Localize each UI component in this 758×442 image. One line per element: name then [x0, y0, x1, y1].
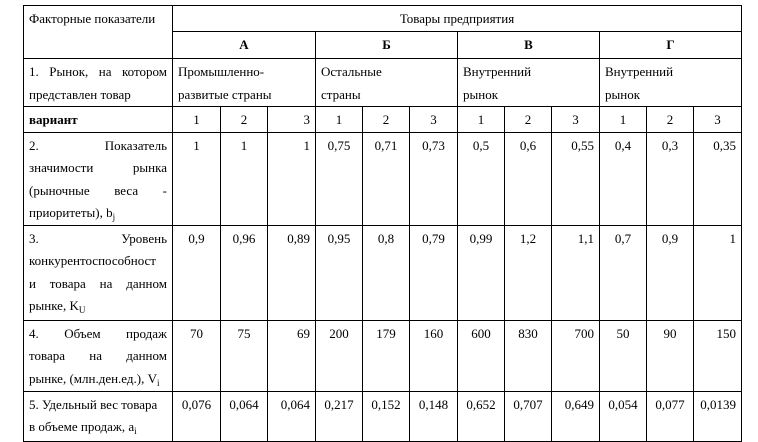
market-v: Внутренний рынок	[458, 59, 600, 107]
variant-number: 2	[221, 107, 268, 133]
variant-number: 1	[458, 107, 505, 133]
value-cell: 200	[316, 320, 363, 391]
market-b: Остальные страны	[316, 59, 458, 107]
variant-number: 2	[647, 107, 694, 133]
value-cell: 0,89	[268, 225, 316, 320]
value-cell: 0,064	[221, 391, 268, 441]
variant-number: 3	[268, 107, 316, 133]
competitiveness-row	[24, 225, 742, 320]
value-cell: 0,707	[505, 391, 552, 441]
value-cell: 0,076	[173, 391, 221, 441]
variant-number: 2	[363, 107, 410, 133]
variant-row	[24, 107, 742, 133]
value-cell: 0,79	[410, 225, 458, 320]
value-cell: 70	[173, 320, 221, 391]
value-cell: 0,148	[410, 391, 458, 441]
factor-header: Факторные показатели	[24, 6, 173, 59]
value-cell: 830	[505, 320, 552, 391]
value-cell: 0,75	[316, 132, 363, 225]
value-cell: 69	[268, 320, 316, 391]
value-cell: 1	[221, 132, 268, 225]
header-row	[24, 6, 742, 32]
value-cell: 0,55	[552, 132, 600, 225]
value-cell: 0,8	[363, 225, 410, 320]
value-cell: 160	[410, 320, 458, 391]
value-cell: 50	[600, 320, 647, 391]
value-cell: 600	[458, 320, 505, 391]
group-b: Б	[316, 32, 458, 59]
market-g: Внутренний рынок	[600, 59, 742, 107]
value-cell: 0,35	[694, 132, 742, 225]
value-cell: 0,71	[363, 132, 410, 225]
market-label: 1. Рынок, на котором представлен товар	[24, 59, 173, 107]
value-cell: 700	[552, 320, 600, 391]
group-v: В	[458, 32, 600, 59]
variant-number: 2	[505, 107, 552, 133]
share-label: 5. Удельный вес товара в объеме продаж, $a_i$	[24, 391, 173, 441]
value-cell: 0,054	[600, 391, 647, 441]
value-cell: 0,96	[221, 225, 268, 320]
competitiveness-label: 3. Уровень конкурентоспособност и товара на данном рынке, $K_U$	[24, 225, 173, 320]
value-cell: 1,1	[552, 225, 600, 320]
value-cell: 0,9	[647, 225, 694, 320]
share-row	[24, 391, 742, 441]
value-cell: 0,99	[458, 225, 505, 320]
variant-number: 1	[173, 107, 221, 133]
sales-volume-row	[24, 320, 742, 391]
value-cell: 1	[173, 132, 221, 225]
group-a: А	[173, 32, 316, 59]
significance-row	[24, 132, 742, 225]
value-cell: 150	[694, 320, 742, 391]
sales-volume-label: 4. Объем продаж товара на данном рынке, (млн.ден.ед.), $V_i$	[24, 320, 173, 391]
value-cell: 1,2	[505, 225, 552, 320]
value-cell: 0,9	[173, 225, 221, 320]
value-cell: 0,077	[647, 391, 694, 441]
value-cell: 0,0139	[694, 391, 742, 441]
value-cell: 0,7	[600, 225, 647, 320]
market-a: Промышленно- развитые страны	[173, 59, 316, 107]
value-cell: 0,6	[505, 132, 552, 225]
value-cell: 1	[268, 132, 316, 225]
value-cell: 1	[694, 225, 742, 320]
value-cell: 90	[647, 320, 694, 391]
value-cell: 0,152	[363, 391, 410, 441]
indicators-table	[23, 5, 742, 442]
value-cell: 0,4	[600, 132, 647, 225]
market-row	[24, 59, 742, 107]
group-g: Г	[600, 32, 742, 59]
value-cell: 0,064	[268, 391, 316, 441]
goods-header: Товары предприятия	[173, 6, 742, 32]
value-cell: 0,5	[458, 132, 505, 225]
value-cell: 0,652	[458, 391, 505, 441]
variant-label: вариант	[24, 107, 173, 133]
value-cell: 179	[363, 320, 410, 391]
variant-number: 3	[552, 107, 600, 133]
value-cell: 75	[221, 320, 268, 391]
value-cell: 0,649	[552, 391, 600, 441]
variant-number: 3	[410, 107, 458, 133]
value-cell: 0,217	[316, 391, 363, 441]
significance-label: 2. Показатель значимости рынка (рыночные веса - приоритеты), $b_j$	[24, 132, 173, 225]
variant-number: 1	[600, 107, 647, 133]
variant-number: 1	[316, 107, 363, 133]
variant-number: 3	[694, 107, 742, 133]
value-cell: 0,95	[316, 225, 363, 320]
value-cell: 0,73	[410, 132, 458, 225]
value-cell: 0,3	[647, 132, 694, 225]
